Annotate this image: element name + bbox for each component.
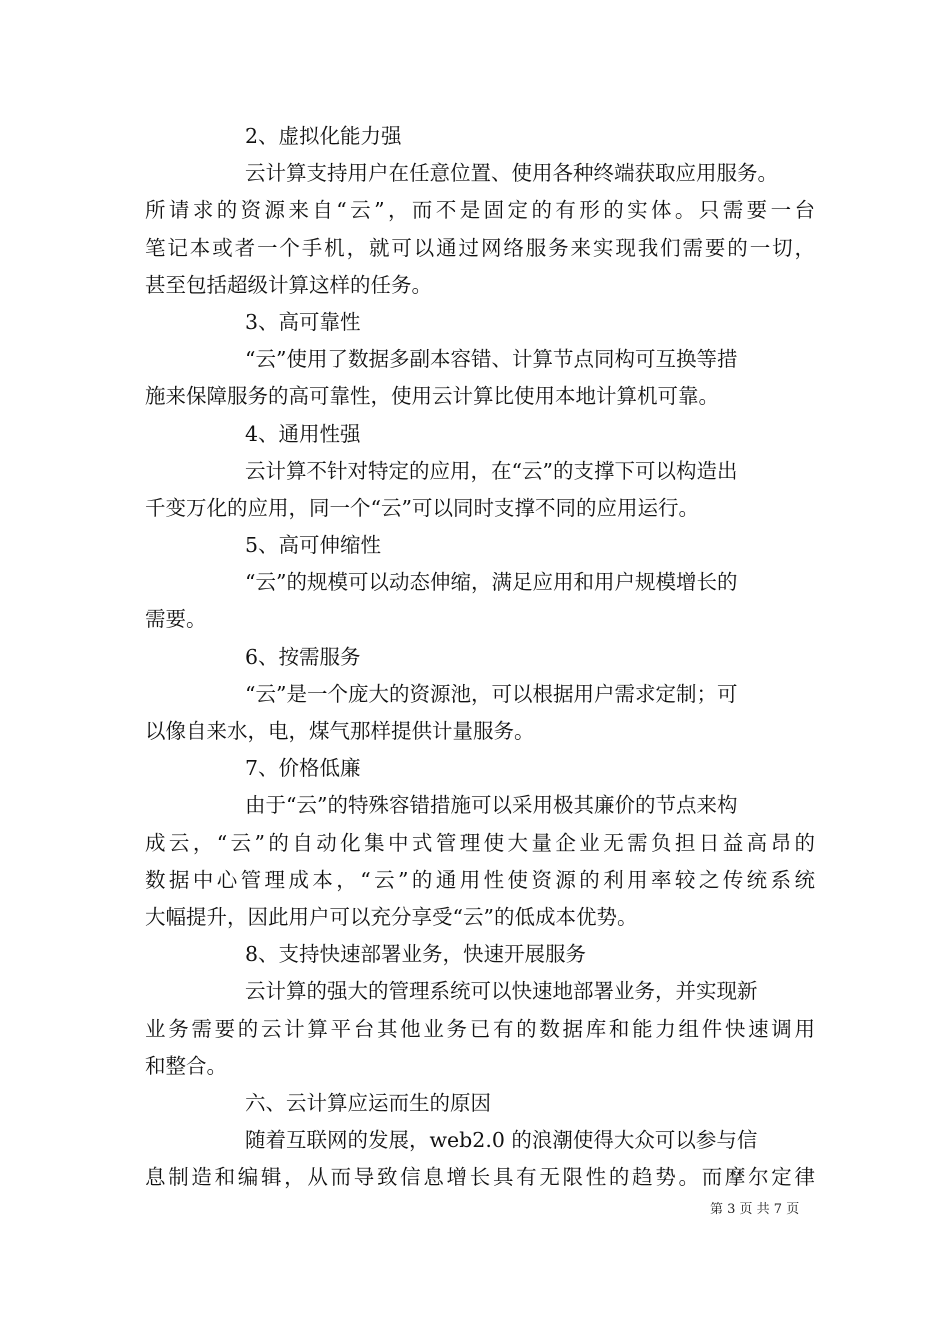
section-heading: 3、高可靠性: [245, 309, 361, 334]
paragraph-line: 云计算的强大的管理系统可以快速地部署业务，并实现新: [245, 979, 758, 1004]
section-heading: 8、支持快速部署业务，快速开展服务: [245, 942, 587, 967]
paragraph-line: 甚至包括超级计算这样的任务。: [145, 272, 432, 297]
paragraph-line: 所请求的资源来自“云”，而不是固定的有形的实体。只需要一台: [145, 198, 815, 223]
paragraph-line: 数据中心管理成本，“云”的通用性使资源的利用率较之传统系统: [145, 867, 815, 892]
section-heading: 六、云计算应运而生的原因: [245, 1090, 491, 1115]
paragraph-line: 需要。: [145, 607, 207, 632]
paragraph-line: “云”使用了数据多副本容错、计算节点同构可互换等措: [245, 347, 738, 372]
paragraph-line: 业务需要的云计算平台其他业务已有的数据库和能力组件快速调用: [145, 1016, 815, 1041]
paragraph-line: 随着互联网的发展，web2.0 的浪潮使得大众可以参与信: [245, 1128, 758, 1153]
section-heading: 4、通用性强: [245, 421, 361, 446]
page-number: 第 3 页 共 7 页: [710, 1202, 800, 1217]
paragraph-line: 千变万化的应用，同一个“云”可以同时支撑不同的应用运行。: [145, 495, 699, 520]
paragraph-line: “云”的规模可以动态伸缩，满足应用和用户规模增长的: [245, 570, 738, 595]
section-heading: 5、高可伸缩性: [245, 533, 382, 558]
paragraph-line: 大幅提升，因此用户可以充分享受“云”的低成本优势。: [145, 904, 638, 929]
paragraph-line: “云”是一个庞大的资源池，可以根据用户需求定制；可: [245, 681, 738, 706]
paragraph-line: 以像自来水，电，煤气那样提供计量服务。: [145, 719, 535, 743]
document-body: [145, 118, 815, 1196]
paragraph-line: 云计算支持用户在任意位置、使用各种终端获取应用服务。: [245, 161, 778, 186]
section-heading: 7、价格低廉: [245, 756, 361, 781]
paragraph-line: 成云，“云”的自动化集中式管理使大量企业无需负担日益高昂的: [145, 830, 815, 855]
paragraph-line: 施来保障服务的高可靠性，使用云计算比使用本地计算机可靠。: [145, 384, 719, 409]
section-heading: 2、虚拟化能力强: [245, 124, 402, 148]
section-heading: 6、按需服务: [245, 644, 361, 669]
paragraph-line: 由于“云”的特殊容错措施可以采用极其廉价的节点来构: [245, 793, 738, 818]
paragraph-line: 和整合。: [145, 1053, 227, 1078]
paragraph-line: 息制造和编辑，从而导致信息增长具有无限性的趋势。而摩尔定律: [145, 1165, 815, 1190]
paragraph-line: 笔记本或者一个手机，就可以通过网络服务来实现我们需要的一切，: [145, 235, 815, 260]
paragraph-line: 云计算不针对特定的应用，在“云”的支撑下可以构造出: [245, 458, 738, 483]
